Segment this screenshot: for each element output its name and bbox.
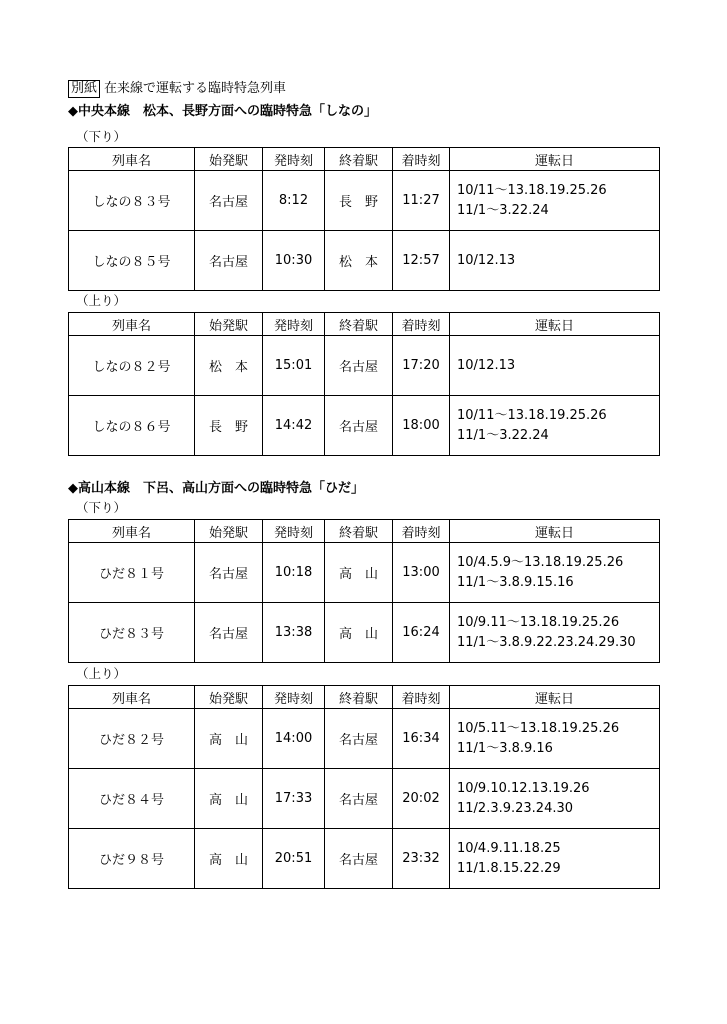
- header-arrival: 着時刻: [393, 313, 450, 336]
- direction-label-up: （上り）: [76, 293, 127, 308]
- days-line: 11/1.8.15.22.29: [457, 860, 561, 876]
- destination-station: 高 山: [325, 543, 393, 603]
- table-row: [69, 829, 660, 889]
- table-header-row: [69, 313, 660, 336]
- arrival-time: 23:32: [393, 829, 450, 889]
- header-train-name: 列車名: [69, 686, 195, 709]
- destination-station: 名古屋: [325, 336, 393, 396]
- header-departure: 発時刻: [263, 520, 325, 543]
- arrival-time: 16:34: [393, 709, 450, 769]
- days-line: 11/1～3.22.24: [457, 427, 549, 443]
- table-row: [69, 543, 660, 603]
- days-line: 10/9.11～13.18.19.25.26: [457, 614, 620, 630]
- header-train-name: 列車名: [69, 520, 195, 543]
- arrival-time: 16:24: [393, 603, 450, 663]
- origin-station: 名古屋: [195, 171, 263, 231]
- operating-days: [450, 396, 660, 456]
- header-destination: 終着駅: [325, 686, 393, 709]
- header-days: 運転日: [450, 520, 660, 543]
- arrival-time: 12:57: [393, 231, 450, 291]
- header-origin: 始発駅: [195, 686, 263, 709]
- operating-days: [450, 709, 660, 769]
- days-line: 11/1～3.8.9.22.23.24.29.30: [457, 634, 636, 650]
- days-line: 10/5.11～13.18.19.25.26: [457, 720, 620, 736]
- table-header-row: [69, 520, 660, 543]
- days-line: 11/1～3.8.9.15.16: [457, 574, 574, 590]
- header-origin: 始発駅: [195, 520, 263, 543]
- header-departure: 発時刻: [263, 313, 325, 336]
- hida-up-table: [68, 685, 660, 889]
- header-destination: 終着駅: [325, 313, 393, 336]
- days-line: 10/11～13.18.19.25.26: [457, 407, 607, 423]
- operating-days: [450, 603, 660, 663]
- departure-time: 13:38: [263, 603, 325, 663]
- destination-station: 名古屋: [325, 709, 393, 769]
- operating-days: [450, 769, 660, 829]
- train-name: ひだ８１号: [69, 543, 195, 603]
- days-line: 10/9.10.12.13.19.26: [457, 780, 590, 796]
- header-arrival: 着時刻: [393, 686, 450, 709]
- table-header-row: [69, 686, 660, 709]
- header-train-name: 列車名: [69, 148, 195, 171]
- header-days: 運転日: [450, 313, 660, 336]
- days-line: 11/2.3.9.23.24.30: [457, 800, 574, 816]
- document-title-text: 在来線で運転する臨時特急列車: [104, 81, 287, 96]
- header-destination: 終着駅: [325, 148, 393, 171]
- departure-time: 17:33: [263, 769, 325, 829]
- days-line: 10/4.5.9～13.18.19.25.26: [457, 554, 624, 570]
- operating-days: [450, 543, 660, 603]
- operating-days: [450, 336, 660, 396]
- operating-days: [450, 829, 660, 889]
- arrival-time: 17:20: [393, 336, 450, 396]
- arrival-time: 18:00: [393, 396, 450, 456]
- departure-time: 15:01: [263, 336, 325, 396]
- origin-station: 高 山: [195, 769, 263, 829]
- departure-time: 10:18: [263, 543, 325, 603]
- destination-station: 名古屋: [325, 396, 393, 456]
- train-name: ひだ８３号: [69, 603, 195, 663]
- hida-down-table: [68, 519, 660, 663]
- table-row: [69, 231, 660, 291]
- train-name: しなの８２号: [69, 336, 195, 396]
- table-header-row: [69, 148, 660, 171]
- table-row: [69, 603, 660, 663]
- header-departure: 発時刻: [263, 148, 325, 171]
- operating-days: [450, 231, 660, 291]
- direction-label-down: （下り）: [76, 500, 127, 515]
- attachment-tag: 別紙: [68, 80, 100, 98]
- arrival-time: 20:02: [393, 769, 450, 829]
- direction-label-down: （下り）: [76, 129, 127, 144]
- origin-station: 名古屋: [195, 231, 263, 291]
- header-destination: 終着駅: [325, 520, 393, 543]
- departure-time: 8:12: [263, 171, 325, 231]
- arrival-time: 13:00: [393, 543, 450, 603]
- table-row: [69, 171, 660, 231]
- header-origin: 始発駅: [195, 148, 263, 171]
- train-name: ひだ９８号: [69, 829, 195, 889]
- header-arrival: 着時刻: [393, 148, 450, 171]
- days-line: 11/1～3.22.24: [457, 202, 549, 218]
- departure-time: 14:42: [263, 396, 325, 456]
- table-row: [69, 769, 660, 829]
- days-line: 11/1～3.8.9.16: [457, 740, 553, 756]
- days-line: 10/4.9.11.18.25: [457, 840, 561, 856]
- origin-station: 長 野: [195, 396, 263, 456]
- train-name: しなの８５号: [69, 231, 195, 291]
- table-row: [69, 396, 660, 456]
- operating-days: [450, 171, 660, 231]
- header-arrival: 着時刻: [393, 520, 450, 543]
- header-departure: 発時刻: [263, 686, 325, 709]
- train-name: ひだ８２号: [69, 709, 195, 769]
- days-line: 10/11～13.18.19.25.26: [457, 182, 607, 198]
- header-days: 運転日: [450, 686, 660, 709]
- header-days: 運転日: [450, 148, 660, 171]
- document-title: [68, 80, 286, 98]
- origin-station: 高 山: [195, 709, 263, 769]
- section-title-takayama: ◆高山本線 下呂、高山方面への臨時特急「ひだ」: [68, 481, 364, 496]
- origin-station: 名古屋: [195, 603, 263, 663]
- section-title-chuo: ◆中央本線 松本、長野方面への臨時特急「しなの」: [68, 104, 377, 119]
- table-row: [69, 709, 660, 769]
- header-origin: 始発駅: [195, 313, 263, 336]
- origin-station: 高 山: [195, 829, 263, 889]
- departure-time: 10:30: [263, 231, 325, 291]
- train-name: しなの８３号: [69, 171, 195, 231]
- departure-time: 20:51: [263, 829, 325, 889]
- destination-station: 名古屋: [325, 829, 393, 889]
- departure-time: 14:00: [263, 709, 325, 769]
- train-name: ひだ８４号: [69, 769, 195, 829]
- arrival-time: 11:27: [393, 171, 450, 231]
- destination-station: 松 本: [325, 231, 393, 291]
- destination-station: 長 野: [325, 171, 393, 231]
- direction-label-up: （上り）: [76, 666, 127, 681]
- shinano-down-table: [68, 147, 660, 291]
- table-row: [69, 336, 660, 396]
- destination-station: 高 山: [325, 603, 393, 663]
- origin-station: 松 本: [195, 336, 263, 396]
- shinano-up-table: [68, 312, 660, 456]
- train-name: しなの８６号: [69, 396, 195, 456]
- origin-station: 名古屋: [195, 543, 263, 603]
- header-train-name: 列車名: [69, 313, 195, 336]
- days-line: 10/12.13: [457, 252, 516, 268]
- destination-station: 名古屋: [325, 769, 393, 829]
- days-line: 10/12.13: [457, 357, 516, 373]
